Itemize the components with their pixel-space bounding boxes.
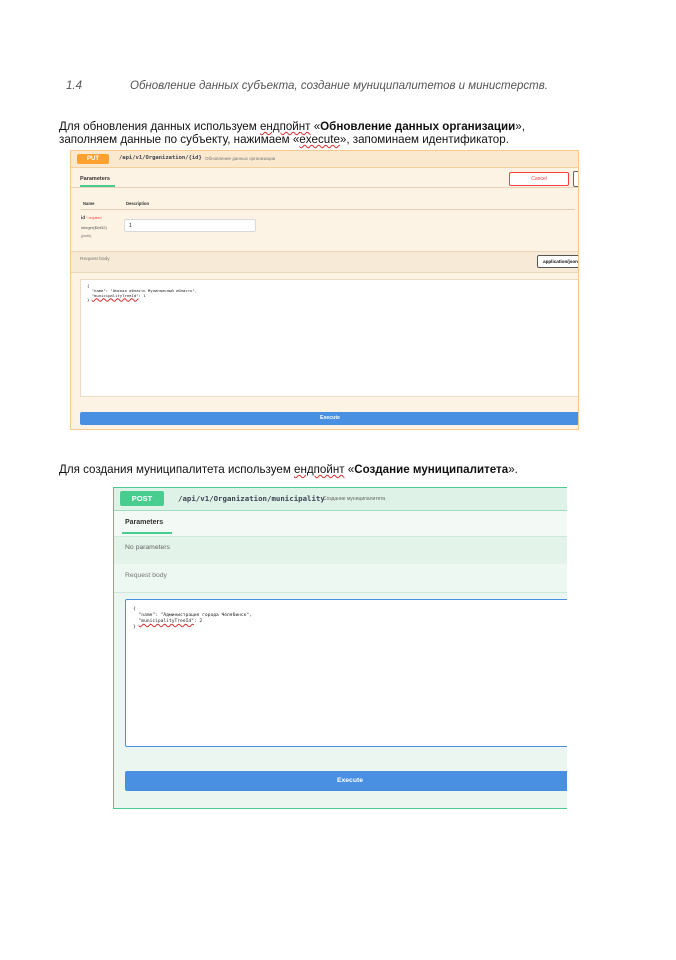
text-fragment: », запоминаем идентификатор. — [339, 133, 509, 146]
execute-button[interactable]: Execute — [125, 771, 567, 791]
param-name — [81, 215, 101, 220]
spellcheck-word: execute — [299, 133, 340, 146]
text-fragment: ». — [508, 463, 518, 476]
cancel-button[interactable]: Cancel — [509, 172, 569, 186]
request-body-label: Request body — [80, 257, 110, 262]
section-title: Обновление данных субъекта, создание муниципалитетов и министерств. — [130, 80, 548, 92]
section-number: 1.4 — [66, 80, 82, 92]
text-fragment: », — [515, 120, 525, 133]
request-body-editor[interactable] — [80, 279, 579, 397]
request-body-editor[interactable] — [125, 599, 567, 747]
column-header-description: Description — [126, 201, 150, 206]
request-body-label: Request body — [125, 572, 167, 579]
paragraph-update-line1 — [59, 120, 525, 133]
paragraph-create — [59, 463, 518, 476]
spellcheck-word: "municipalityTreeId" — [91, 292, 139, 298]
no-parameters-section — [114, 536, 567, 565]
id-input[interactable]: 1 — [124, 219, 256, 232]
text-fragment: Для обновления данных используем — [59, 120, 260, 133]
paragraph-update-line2 — [59, 133, 525, 146]
extra-button[interactable] — [573, 171, 579, 187]
request-body-section — [71, 251, 578, 273]
divider — [80, 209, 575, 210]
request-body-section — [114, 564, 567, 593]
no-parameters-text: No parameters — [125, 544, 170, 551]
text-fragment: « — [344, 463, 355, 476]
spellcheck-word: "municipalityTreeId" — [138, 619, 194, 624]
divider — [71, 187, 578, 188]
tab-parameters[interactable]: Parameters — [80, 176, 110, 182]
param-location: (path) — [81, 233, 92, 238]
swagger-put-screenshot — [70, 150, 579, 430]
content-type-select[interactable]: application/json — [537, 255, 579, 268]
execute-button[interactable]: Execute — [80, 412, 579, 425]
param-required: * required — [86, 216, 102, 220]
request-body-json: { "name": "Администрация города Челябинск", "municipalityTreeId": 2 } — [133, 607, 252, 630]
param-name-text: id — [81, 215, 85, 220]
endpoint-name-bold: Создание муниципалитета — [354, 463, 509, 476]
endpoint-name-bold: Обновление данных организации — [320, 120, 516, 133]
spellcheck-word: ендпойнт — [294, 463, 345, 476]
column-header-name: Name — [83, 201, 95, 206]
parameters-section — [114, 511, 567, 537]
text-fragment: « — [310, 120, 321, 133]
param-type: integer($int32) — [81, 225, 107, 230]
tab-underline — [122, 532, 172, 534]
swagger-post-screenshot — [113, 487, 567, 809]
tab-parameters[interactable]: Parameters — [125, 519, 164, 526]
text-fragment: заполняем данные по субъекту, нажимаем « — [59, 133, 300, 146]
text-fragment: Для создания муниципалитета используем — [59, 463, 295, 476]
paragraph-update — [59, 120, 525, 146]
endpoint-description: Создание муниципалитета — [323, 496, 386, 502]
method-badge: PUT — [77, 154, 109, 164]
section-heading — [0, 80, 676, 98]
endpoint-path: /api/v1/Organization/{id} — [119, 155, 202, 161]
request-body-json: { "name": "Омская область Мунипальный область", "municipalityTreeId": 1 } — [87, 283, 198, 303]
spellcheck-word: ендпойнт — [259, 120, 311, 133]
endpoint-description: Обновление данных организации — [205, 156, 276, 161]
endpoint-path: /api/v1/Organization/municipality — [178, 494, 325, 503]
method-badge: POST — [120, 491, 164, 506]
